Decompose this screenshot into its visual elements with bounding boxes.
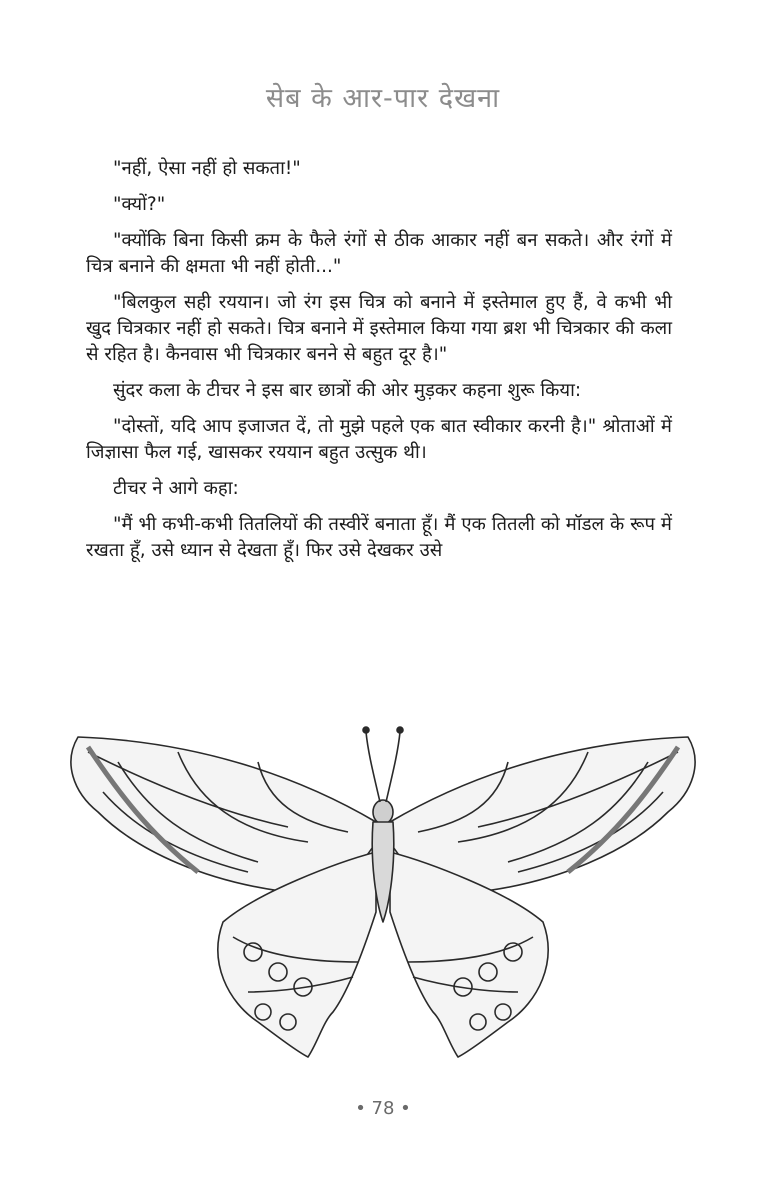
paragraph: "दोस्तों, यदि आप इजाजत दें, तो मुझे पहले एक बात स्वीकार करनी है।" श्रोताओं में जिज्ञासा फैल गई, खासकर रययान बहुत उत्सुक थी। xyxy=(86,416,672,463)
body-text xyxy=(86,156,672,574)
butterfly-illustration xyxy=(58,722,708,1062)
paragraph: "क्यों?" xyxy=(113,194,166,215)
paragraph: टीचर ने आगे कहा: xyxy=(113,478,239,499)
paragraph: सुंदर कला के टीचर ने इस बार छात्रों की ओर मुड़कर कहना शुरू किया: xyxy=(113,380,582,401)
paragraph: "नहीं, ऐसा नहीं हो सकता!" xyxy=(113,158,301,179)
paragraph: "बिलकुल सही रययान। जो रंग इस चित्र को बनाने में इस्तेमाल हुए हैं, वे कभी भी खुद चित्रकार नहीं हो सकते। चित्र बनाने में इस्तेमाल किया गया ब्रश भी चित्रकार की कला से रहित है। कैनवास भी चित्रकार बनने से बहुत दूर है।" xyxy=(86,292,672,365)
page-title: सेब के आर-पार देखना xyxy=(265,83,501,114)
page-number: • 78 • xyxy=(355,1098,411,1119)
paragraph: "क्योंकि बिना किसी क्रम के फैले रंगों से ठीक आकार नहीं बन सकते। और रंगों में चित्र बनाने की क्षमता भी नहीं होती..." xyxy=(86,230,672,277)
paragraph: "मैं भी कभी-कभी तितलियों की तस्वीरें बनाता हूँ। मैं एक तितली को मॉडल के रूप में रखता हूँ, उसे ध्यान से देखता हूँ। फिर उसे देखकर उसे xyxy=(86,514,672,561)
